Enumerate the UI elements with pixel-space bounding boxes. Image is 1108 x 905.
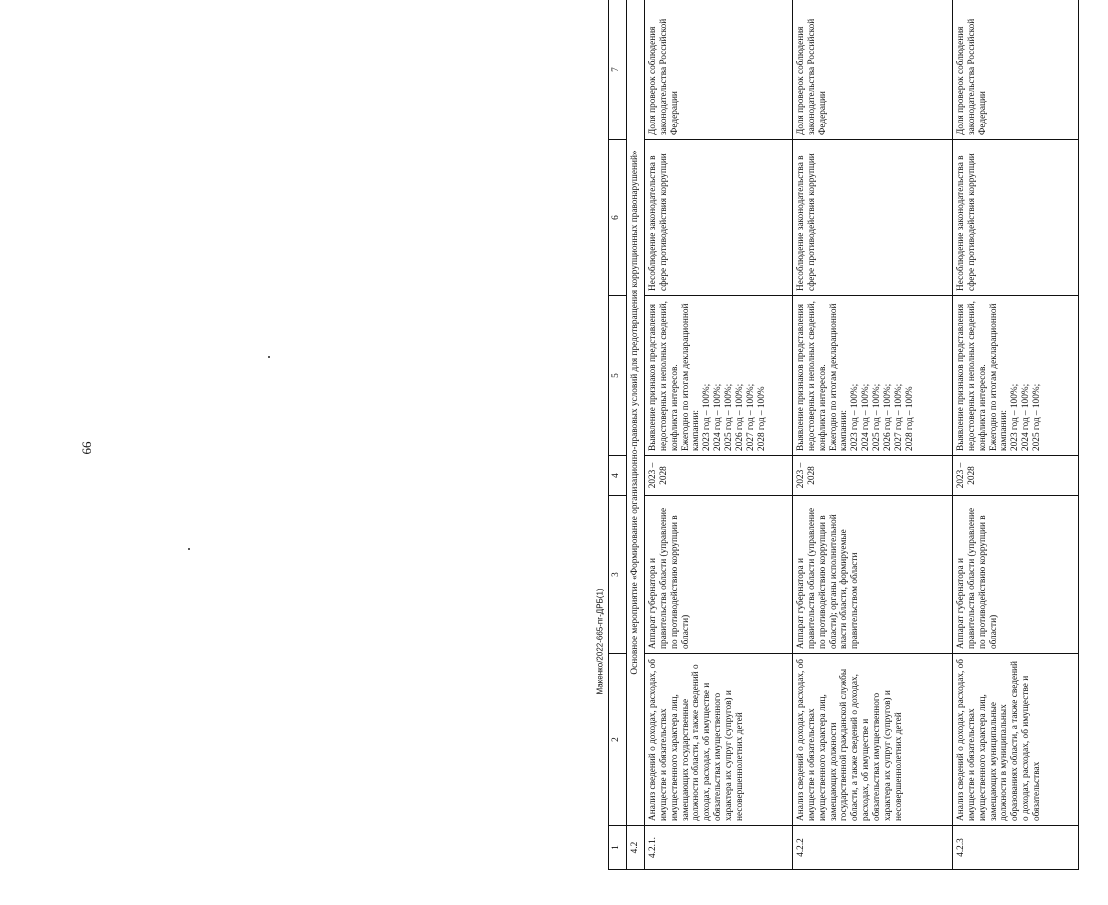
column-header: 5	[609, 296, 627, 456]
analysis-cell: Анализ сведений о доходах, расходах, об имуществе и обязательствах имущественного характера лиц, замещающих муниципальные должности в муниципальных образованиях области, а также сведений о доходах, расходах, об имуществе и обязательствах	[952, 654, 1078, 826]
row-number: 4.2.1.	[644, 826, 792, 870]
column-header: 7	[609, 0, 627, 140]
section-title: Основное мероприятие «Формирование организационно-правовых условий для предотвращения коррупционных правонарушений»	[627, 0, 645, 826]
column-header: 2	[609, 654, 627, 826]
page-number: 66	[79, 441, 94, 455]
column-header: 3	[609, 496, 627, 654]
section-row	[627, 0, 645, 870]
row-number: 4.2.3	[952, 826, 1078, 870]
indicator-cell: Выявление признаков представления недостоверных и неполных сведений, конфликта интересов. Ежегодно по итогам декларационной кампании: 2023 год – 100%; 2024 год – 100%; 2025 год – 100%;	[952, 296, 1078, 456]
measures-table	[608, 0, 1079, 870]
row-number: 4.2.2	[792, 826, 952, 870]
column-header: 6	[609, 140, 627, 296]
risk-cell: Несоблюдение законодательства в сфере противодействия коррупции	[644, 140, 792, 296]
executor-cell: Аппарат губернатора и правительства области (управление по противодействию коррупции в области)	[644, 496, 792, 654]
term-cell: 2023 – 2028	[792, 456, 952, 496]
column-header: 4	[609, 456, 627, 496]
analysis-cell: Анализ сведений о доходах, расходах, об имуществе и обязательствах имущественного характера лиц, замещающих государственные должности области, а также сведений о доходах, расходах, об имуществе и обязательствах имущественного характера их супруг (супругов) и несовершеннолетних детей	[644, 654, 792, 826]
target-cell: Доля проверок соблюдения законодательства Российской Федерации	[792, 0, 952, 140]
scan-speck	[268, 356, 270, 358]
term-cell: 2023 – 2028	[644, 456, 792, 496]
term-cell: 2023 – 2028	[952, 456, 1078, 496]
target-cell: Доля проверок соблюдения законодательства Российской Федерации	[952, 0, 1078, 140]
table-row	[952, 0, 1078, 870]
analysis-cell: Анализ сведений о доходах, расходах, об имуществе и обязательствах имущественного характера лиц, замещающих должности государственной гражданской службы области, а также сведений о доходах, расходах, об имуществе и обязательствах имущественного характера их супруг (супругов) и несовершеннолетних детей	[792, 654, 952, 826]
target-cell: Доля проверок соблюдения законодательства Российской Федерации	[644, 0, 792, 140]
document-code: Макенко/2022-665-пг-ДРБ(1)	[595, 588, 605, 695]
rotated-table-sheet	[608, 0, 1108, 870]
column-number-row	[609, 0, 627, 870]
indicator-cell: Выявление признаков представления недостоверных и неполных сведений, конфликта интересов. Ежегодно по итогам декларационной кампании: 2023 год – 100%; 2024 год – 100%; 2025 год – 100%; 2026 год – 100%; 2027 год – 100%; 2028 год – 100%	[792, 296, 952, 456]
executor-cell: Аппарат губернатора и правительства области (управление по противодействию коррупции в области)	[952, 496, 1078, 654]
risk-cell: Несоблюдение законодательства в сфере противодействия коррупции	[952, 140, 1078, 296]
section-number: 4.2	[627, 826, 645, 870]
column-header: 1	[609, 826, 627, 870]
executor-cell: Аппарат губернатора и правительства области (управление по противодействию коррупции в области); органы исполнительной власти области, формируемые правительством области	[792, 496, 952, 654]
risk-cell: Несоблюдение законодательства в сфере противодействия коррупции	[792, 140, 952, 296]
scan-speck	[188, 548, 190, 550]
table-row	[644, 0, 792, 870]
table-row	[792, 0, 952, 870]
indicator-cell: Выявление признаков представления недостоверных и неполных сведений, конфликта интересов. Ежегодно по итогам декларационной кампании: 2023 год – 100%; 2024 год – 100%; 2025 год – 100%; 2026 год – 100%; 2027 год – 100%; 2028 год – 100%	[644, 296, 792, 456]
